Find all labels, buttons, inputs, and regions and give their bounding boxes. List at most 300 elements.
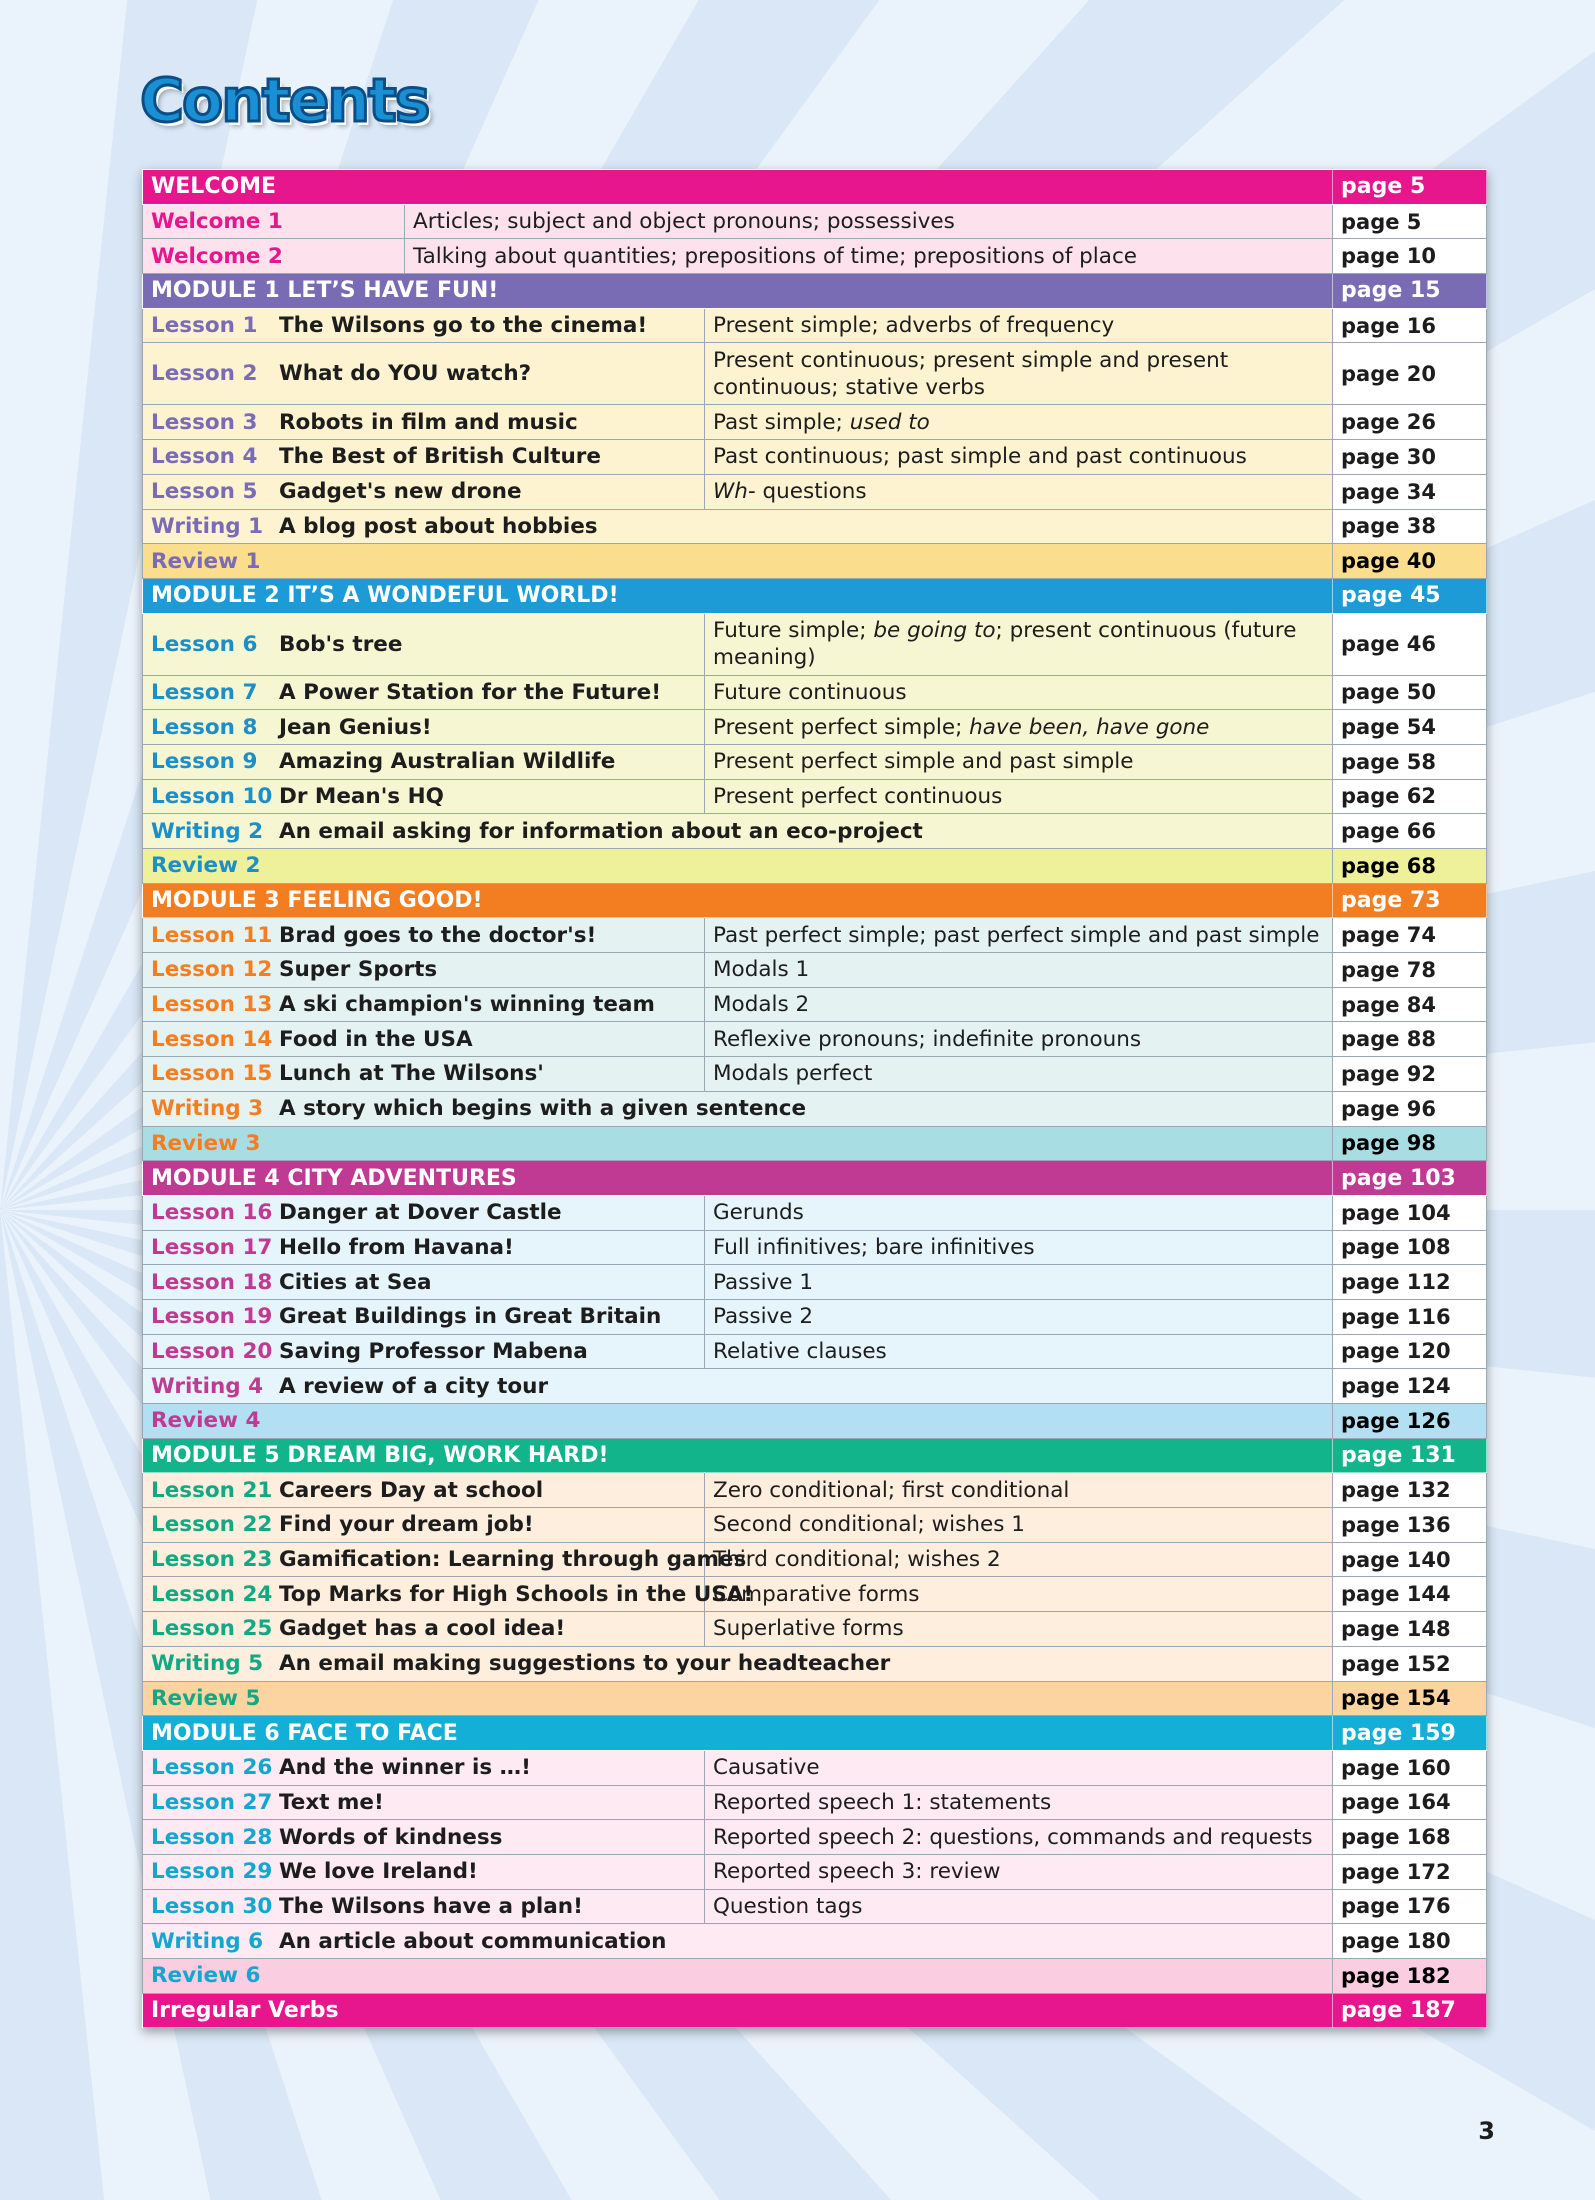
review-cell	[143, 849, 1333, 884]
review-cell	[143, 1404, 1333, 1439]
description-text: Present perfect simple;	[713, 714, 970, 740]
page-ref[interactable]: page 50	[1333, 675, 1487, 710]
lesson-row[interactable]	[143, 953, 1487, 988]
page-ref[interactable]: page 103	[1333, 1161, 1487, 1196]
writing-row[interactable]	[143, 1924, 1487, 1959]
row-description	[705, 474, 1333, 509]
description-text: Past continuous; past simple and past continuous	[713, 444, 1247, 470]
header-row[interactable]	[143, 274, 1487, 309]
writing-title: A blog post about hobbies	[279, 513, 598, 539]
row-description	[705, 1750, 1333, 1785]
lesson-row[interactable]	[143, 1299, 1487, 1334]
description-text: Zero conditional; first conditional	[713, 1477, 1070, 1503]
page-ref[interactable]: page 126	[1333, 1404, 1487, 1439]
page-ref[interactable]: page 16	[1333, 308, 1487, 343]
page-ref[interactable]: page 15	[1333, 274, 1487, 309]
row-label: Writing 1	[151, 513, 264, 539]
row-label: Review 3	[151, 1130, 261, 1156]
lesson-title-cell	[143, 1334, 705, 1369]
page-ref[interactable]: page 131	[1333, 1438, 1487, 1473]
lesson-row[interactable]	[143, 1334, 1487, 1369]
lesson-row[interactable]	[143, 1265, 1487, 1300]
lesson-title: The Best of British Culture	[279, 444, 601, 470]
page-ref[interactable]: page 182	[1333, 1959, 1487, 1994]
lesson-title-cell	[143, 1854, 705, 1889]
lesson-title: Super Sports	[279, 957, 438, 983]
row-label: Welcome 2	[151, 243, 283, 269]
row-description	[705, 779, 1333, 814]
row-description: Talking about quantities; prepositions of time; prepositions of place	[405, 239, 1333, 274]
lesson-row[interactable]	[143, 675, 1487, 710]
writing-row[interactable]	[143, 814, 1487, 849]
lesson-title-cell	[143, 343, 705, 405]
review-cell	[143, 544, 1333, 579]
description-text: Present simple; adverbs of frequency	[713, 313, 1115, 339]
description-text: Present continuous; present simple and present continuous; stative verbs	[713, 347, 1229, 400]
row-label: Lesson 8	[151, 714, 258, 740]
review-row[interactable]	[143, 1404, 1487, 1439]
row-label: Review 1	[151, 548, 261, 574]
page-ref[interactable]: page 84	[1333, 987, 1487, 1022]
row-label: Lesson 13	[151, 992, 273, 1018]
lesson-row[interactable]	[143, 1750, 1487, 1785]
lesson-row[interactable]	[143, 987, 1487, 1022]
description-text: ; present continuous (future meaning)	[713, 618, 1297, 671]
lesson-title-cell	[143, 744, 705, 779]
review-cell	[143, 1126, 1333, 1161]
row-label: Review 5	[151, 1685, 261, 1711]
description-italic: have been, have gone	[969, 714, 1210, 740]
row-label: Lesson 9	[151, 749, 258, 775]
row-label: Lesson 10	[151, 783, 273, 809]
page-number: 3	[1478, 2117, 1495, 2145]
lesson-title: Top Marks for High Schools in the USA!	[279, 1581, 754, 1607]
section-title: MODULE 4 CITY ADVENTURES	[143, 1161, 1333, 1196]
description-text: Third conditional; wishes 2	[713, 1547, 1001, 1573]
row-description	[705, 1473, 1333, 1508]
description-text: Question tags	[713, 1893, 863, 1919]
page-ref[interactable]: page 144	[1333, 1577, 1487, 1612]
page-ref[interactable]: page 168	[1333, 1820, 1487, 1855]
description-text: Second conditional; wishes 1	[713, 1512, 1025, 1538]
lesson-title: A ski champion's winning team	[279, 992, 655, 1018]
row-description	[705, 744, 1333, 779]
description-text: questions	[755, 479, 867, 505]
lesson-row[interactable]	[143, 1577, 1487, 1612]
lesson-title: Bob's tree	[279, 631, 403, 657]
lesson-title-cell	[143, 1195, 705, 1230]
page-ref[interactable]: page 160	[1333, 1750, 1487, 1785]
description-text: Superlative forms	[713, 1616, 904, 1642]
description-text: Past perfect simple; past perfect simple and past simple	[713, 922, 1320, 948]
lesson-title-cell	[143, 1230, 705, 1265]
page-ref[interactable]: page 104	[1333, 1195, 1487, 1230]
lesson-title: Cities at Sea	[279, 1269, 432, 1295]
lesson-title-cell	[143, 987, 705, 1022]
lesson-row[interactable]	[143, 440, 1487, 475]
lesson-row[interactable]	[143, 1022, 1487, 1057]
section-title: MODULE 1 LET’S HAVE FUN!	[143, 274, 1333, 309]
lesson-title: Amazing Australian Wildlife	[279, 749, 616, 775]
writing-row[interactable]	[143, 509, 1487, 544]
description-text: Future continuous	[713, 679, 907, 705]
page-ref[interactable]: page 124	[1333, 1369, 1487, 1404]
writing-title: An article about communication	[279, 1928, 667, 1954]
description-text: Passive 2	[713, 1304, 814, 1330]
page-title: Contents	[140, 66, 429, 136]
page-ref[interactable]: page 187	[1333, 1993, 1487, 2028]
page-ref[interactable]: page 38	[1333, 509, 1487, 544]
lesson-row[interactable]	[143, 474, 1487, 509]
row-label: Lesson 15	[151, 1061, 273, 1087]
description-text: Modals perfect	[713, 1061, 873, 1087]
welcome-row[interactable]	[143, 239, 1487, 274]
row-label: Review 4	[151, 1408, 261, 1434]
row-description	[705, 1195, 1333, 1230]
lesson-row[interactable]	[143, 1854, 1487, 1889]
lesson-row[interactable]	[143, 710, 1487, 745]
row-label: Welcome 1	[151, 209, 283, 235]
row-label: Lesson 2	[151, 361, 258, 387]
row-label: Lesson 16	[151, 1200, 273, 1226]
lesson-row[interactable]	[143, 308, 1487, 343]
row-label: Lesson 29	[151, 1859, 273, 1885]
lesson-row[interactable]	[143, 1230, 1487, 1265]
lesson-title-cell	[143, 440, 705, 475]
header-row[interactable]	[143, 170, 1487, 205]
page-ref[interactable]: page 180	[1333, 1924, 1487, 1959]
writing-title: An email making suggestions to your headteacher	[279, 1651, 891, 1677]
lesson-title-cell	[143, 1508, 705, 1543]
row-description	[705, 343, 1333, 405]
description-text: Present perfect continuous	[713, 783, 1003, 809]
page-ref[interactable]: page 154	[1333, 1681, 1487, 1716]
row-description	[705, 710, 1333, 745]
lesson-row[interactable]	[143, 1785, 1487, 1820]
lesson-title-cell	[143, 1889, 705, 1924]
page-ref[interactable]: page 96	[1333, 1091, 1487, 1126]
review-row[interactable]	[143, 544, 1487, 579]
header-row[interactable]	[143, 1161, 1487, 1196]
description-text: Relative clauses	[713, 1338, 887, 1364]
lesson-title: Hello from Havana!	[279, 1234, 514, 1260]
description-text: Causative	[713, 1755, 820, 1781]
lesson-row[interactable]	[143, 1542, 1487, 1577]
row-description	[705, 953, 1333, 988]
writing-title-cell	[143, 1369, 1333, 1404]
page-ref[interactable]: page 20	[1333, 343, 1487, 405]
section-title: WELCOME	[143, 170, 1333, 205]
page-ref[interactable]: page 26	[1333, 405, 1487, 440]
lesson-title-cell	[143, 1785, 705, 1820]
page-ref[interactable]: page 92	[1333, 1057, 1487, 1092]
lesson-title: We love Ireland!	[279, 1859, 478, 1885]
page-ref[interactable]: page 30	[1333, 440, 1487, 475]
row-description	[705, 987, 1333, 1022]
description-text: Passive 1	[713, 1269, 814, 1295]
page-ref[interactable]: page 159	[1333, 1716, 1487, 1751]
row-description	[705, 1508, 1333, 1543]
writing-row[interactable]	[143, 1646, 1487, 1681]
writing-row[interactable]	[143, 1091, 1487, 1126]
lesson-title: Robots in film and music	[279, 409, 578, 435]
page-ref[interactable]: page 58	[1333, 744, 1487, 779]
description-text: Reported speech 3: review	[713, 1859, 1001, 1885]
row-label: Writing 4	[151, 1373, 264, 1399]
row-label: Writing 6	[151, 1928, 264, 1954]
lesson-title: Gamification: Learning through games	[279, 1547, 747, 1573]
page-ref[interactable]: page 148	[1333, 1612, 1487, 1647]
page-ref[interactable]: page 34	[1333, 474, 1487, 509]
lesson-row[interactable]	[143, 343, 1487, 405]
section-title: Irregular Verbs	[143, 1993, 1333, 2028]
page-ref[interactable]: page 132	[1333, 1473, 1487, 1508]
section-title: MODULE 6 FACE TO FACE	[143, 1716, 1333, 1751]
description-text: Reflexive pronouns; indefinite pronouns	[713, 1026, 1142, 1052]
lesson-title: Dr Mean's HQ	[279, 783, 444, 809]
row-label: Lesson 23	[151, 1547, 273, 1573]
row-label: Review 2	[151, 853, 261, 879]
row-description	[705, 613, 1333, 675]
lesson-title-cell	[143, 779, 705, 814]
writing-title: A review of a city tour	[279, 1373, 549, 1399]
page-ref[interactable]: page 62	[1333, 779, 1487, 814]
page-ref[interactable]: page 45	[1333, 578, 1487, 613]
lesson-title: Find your dream job!	[279, 1512, 534, 1538]
review-row[interactable]	[143, 1126, 1487, 1161]
description-text: Full infinitives; bare infinitives	[713, 1234, 1035, 1260]
lesson-row[interactable]	[143, 1508, 1487, 1543]
row-description	[705, 1612, 1333, 1647]
row-label: Writing 2	[151, 818, 264, 844]
welcome-label	[143, 239, 405, 274]
row-description	[705, 1299, 1333, 1334]
lesson-title-cell	[143, 953, 705, 988]
row-description	[705, 1265, 1333, 1300]
lesson-title: The Wilsons have a plan!	[279, 1893, 583, 1919]
lesson-title: Gadget has a cool idea!	[279, 1616, 566, 1642]
writing-title-cell	[143, 814, 1333, 849]
writing-row[interactable]	[143, 1369, 1487, 1404]
description-text: Present perfect simple and past simple	[713, 749, 1134, 775]
row-description	[705, 308, 1333, 343]
header-row[interactable]	[143, 1438, 1487, 1473]
description-text: Modals 2	[713, 992, 810, 1018]
lesson-title-cell	[143, 474, 705, 509]
lesson-title: Text me!	[279, 1789, 384, 1815]
row-label: Lesson 20	[151, 1338, 273, 1364]
page-ref[interactable]: page 46	[1333, 613, 1487, 675]
lesson-title: Words of kindness	[279, 1824, 503, 1850]
writing-title: An email asking for information about an eco-project	[279, 818, 923, 844]
row-label: Lesson 18	[151, 1269, 273, 1295]
description-text: Reported speech 2: questions, commands and requests	[713, 1824, 1313, 1850]
lesson-title: Careers Day at school	[279, 1477, 544, 1503]
lesson-row[interactable]	[143, 1820, 1487, 1855]
lesson-row[interactable]	[143, 918, 1487, 953]
page-ref[interactable]: page 78	[1333, 953, 1487, 988]
lesson-title-cell	[143, 675, 705, 710]
row-label: Lesson 4	[151, 444, 258, 470]
row-label: Lesson 17	[151, 1234, 273, 1260]
row-description	[705, 918, 1333, 953]
row-label: Writing 5	[151, 1651, 264, 1677]
contents-table-body	[143, 170, 1487, 2028]
page-ref[interactable]: page 88	[1333, 1022, 1487, 1057]
row-description	[705, 1854, 1333, 1889]
lesson-title: Gadget's new drone	[279, 479, 522, 505]
lesson-title: Brad goes to the doctor's!	[279, 922, 597, 948]
page-ref[interactable]: page 152	[1333, 1646, 1487, 1681]
lesson-title-cell	[143, 1612, 705, 1647]
row-description	[705, 1889, 1333, 1924]
lesson-row[interactable]	[143, 744, 1487, 779]
page-ref[interactable]: page 73	[1333, 883, 1487, 918]
welcome-row[interactable]	[143, 204, 1487, 239]
lesson-title-cell	[143, 1542, 747, 1577]
lesson-row[interactable]	[143, 613, 1487, 675]
header-row[interactable]	[143, 1716, 1487, 1751]
lesson-title-cell	[143, 1577, 754, 1612]
page-ref[interactable]: page 98	[1333, 1126, 1487, 1161]
description-text: Past simple;	[713, 409, 850, 435]
section-title: MODULE 5 DREAM BIG, WORK HARD!	[143, 1438, 1333, 1473]
contents-table	[142, 169, 1487, 2028]
row-description	[705, 405, 1333, 440]
section-title: MODULE 2 IT’S A WONDEFUL WORLD!	[143, 578, 1333, 613]
row-description	[705, 1577, 1333, 1612]
writing-title-cell	[143, 1924, 1333, 1959]
row-description	[705, 1057, 1333, 1092]
row-label: Lesson 6	[151, 631, 258, 657]
description-text: Comparative forms	[713, 1581, 920, 1607]
row-label: Lesson 19	[151, 1304, 273, 1330]
lesson-title-cell	[143, 308, 705, 343]
row-label: Writing 3	[151, 1096, 264, 1122]
writing-title-cell	[143, 509, 1333, 544]
page-ref[interactable]: page 5	[1333, 204, 1487, 239]
header-row[interactable]	[143, 1993, 1487, 2028]
row-label: Lesson 7	[151, 679, 258, 705]
page-ref[interactable]: page 5	[1333, 170, 1487, 205]
row-description	[705, 1820, 1333, 1855]
header-row[interactable]	[143, 883, 1487, 918]
description-italic: used to	[849, 409, 930, 435]
page-ref[interactable]: page 54	[1333, 710, 1487, 745]
lesson-title-cell	[143, 613, 705, 675]
row-description	[705, 1230, 1333, 1265]
page-ref[interactable]: page 74	[1333, 918, 1487, 953]
row-label: Lesson 1	[151, 313, 258, 339]
row-label: Lesson 22	[151, 1512, 273, 1538]
row-label: Review 6	[151, 1963, 261, 1989]
lesson-row[interactable]	[143, 405, 1487, 440]
row-label: Lesson 21	[151, 1477, 273, 1503]
lesson-row[interactable]	[143, 1057, 1487, 1092]
page-ref[interactable]: page 40	[1333, 544, 1487, 579]
page-ref[interactable]: page 140	[1333, 1542, 1487, 1577]
header-row[interactable]	[143, 578, 1487, 613]
lesson-title-cell	[143, 1473, 705, 1508]
lesson-row[interactable]	[143, 1612, 1487, 1647]
page-ref[interactable]: page 164	[1333, 1785, 1487, 1820]
page-ref[interactable]: page 136	[1333, 1508, 1487, 1543]
row-label: Lesson 3	[151, 409, 258, 435]
lesson-title-cell	[143, 405, 705, 440]
writing-title-cell	[143, 1646, 1333, 1681]
lesson-title-cell	[143, 1299, 705, 1334]
row-description	[705, 440, 1333, 475]
review-row[interactable]	[143, 849, 1487, 884]
row-label: Lesson 26	[151, 1755, 273, 1781]
row-label: Lesson 14	[151, 1026, 273, 1052]
page-ref[interactable]: page 66	[1333, 814, 1487, 849]
lesson-title: Lunch at The Wilsons'	[279, 1061, 544, 1087]
description-italic: be going to	[873, 618, 996, 644]
row-description	[705, 1542, 1333, 1577]
page-ref[interactable]: page 176	[1333, 1889, 1487, 1924]
review-cell	[143, 1681, 1333, 1716]
lesson-title-cell	[143, 1750, 705, 1785]
page-ref[interactable]: page 112	[1333, 1265, 1487, 1300]
row-description	[705, 1022, 1333, 1057]
description-italic: Wh-	[713, 479, 756, 505]
lesson-title: Food in the USA	[279, 1026, 473, 1052]
row-label: Lesson 5	[151, 479, 258, 505]
lesson-title-cell	[143, 1022, 705, 1057]
row-description	[705, 1334, 1333, 1369]
review-row[interactable]	[143, 1681, 1487, 1716]
lesson-title-cell	[143, 710, 705, 745]
lesson-row[interactable]	[143, 1889, 1487, 1924]
lesson-title: What do YOU watch?	[279, 361, 532, 387]
page-ref[interactable]: page 116	[1333, 1299, 1487, 1334]
lesson-title: A Power Station for the Future!	[279, 679, 662, 705]
lesson-title-cell	[143, 1820, 705, 1855]
page-ref[interactable]: page 108	[1333, 1230, 1487, 1265]
section-title: MODULE 3 FEELING GOOD!	[143, 883, 1333, 918]
lesson-row[interactable]	[143, 1195, 1487, 1230]
page-ref[interactable]: page 120	[1333, 1334, 1487, 1369]
lesson-row[interactable]	[143, 1473, 1487, 1508]
row-label: Lesson 30	[151, 1893, 273, 1919]
lesson-title: Great Buildings in Great Britain	[279, 1304, 662, 1330]
page-ref[interactable]: page 172	[1333, 1854, 1487, 1889]
review-cell	[143, 1959, 1333, 1994]
description-text: Future simple;	[713, 618, 874, 644]
writing-title-cell	[143, 1091, 1333, 1126]
lesson-title: Danger at Dover Castle	[279, 1200, 562, 1226]
lesson-title-cell	[143, 1057, 705, 1092]
page-ref[interactable]: page 68	[1333, 849, 1487, 884]
row-description: Articles; subject and object pronouns; possessives	[405, 204, 1333, 239]
lesson-title-cell	[143, 1265, 705, 1300]
writing-title: A story which begins with a given sentence	[279, 1096, 807, 1122]
review-row[interactable]	[143, 1959, 1487, 1994]
row-label: Lesson 24	[151, 1581, 273, 1607]
welcome-label	[143, 204, 405, 239]
lesson-row[interactable]	[143, 779, 1487, 814]
row-description	[705, 675, 1333, 710]
description-text: Gerunds	[713, 1200, 804, 1226]
row-description	[705, 1785, 1333, 1820]
page-ref[interactable]: page 10	[1333, 239, 1487, 274]
row-label: Lesson 28	[151, 1824, 273, 1850]
description-text: Reported speech 1: statements	[713, 1789, 1052, 1815]
lesson-title: The Wilsons go to the cinema!	[279, 313, 648, 339]
row-label: Lesson 11	[151, 922, 273, 948]
row-label: Lesson 12	[151, 957, 273, 983]
